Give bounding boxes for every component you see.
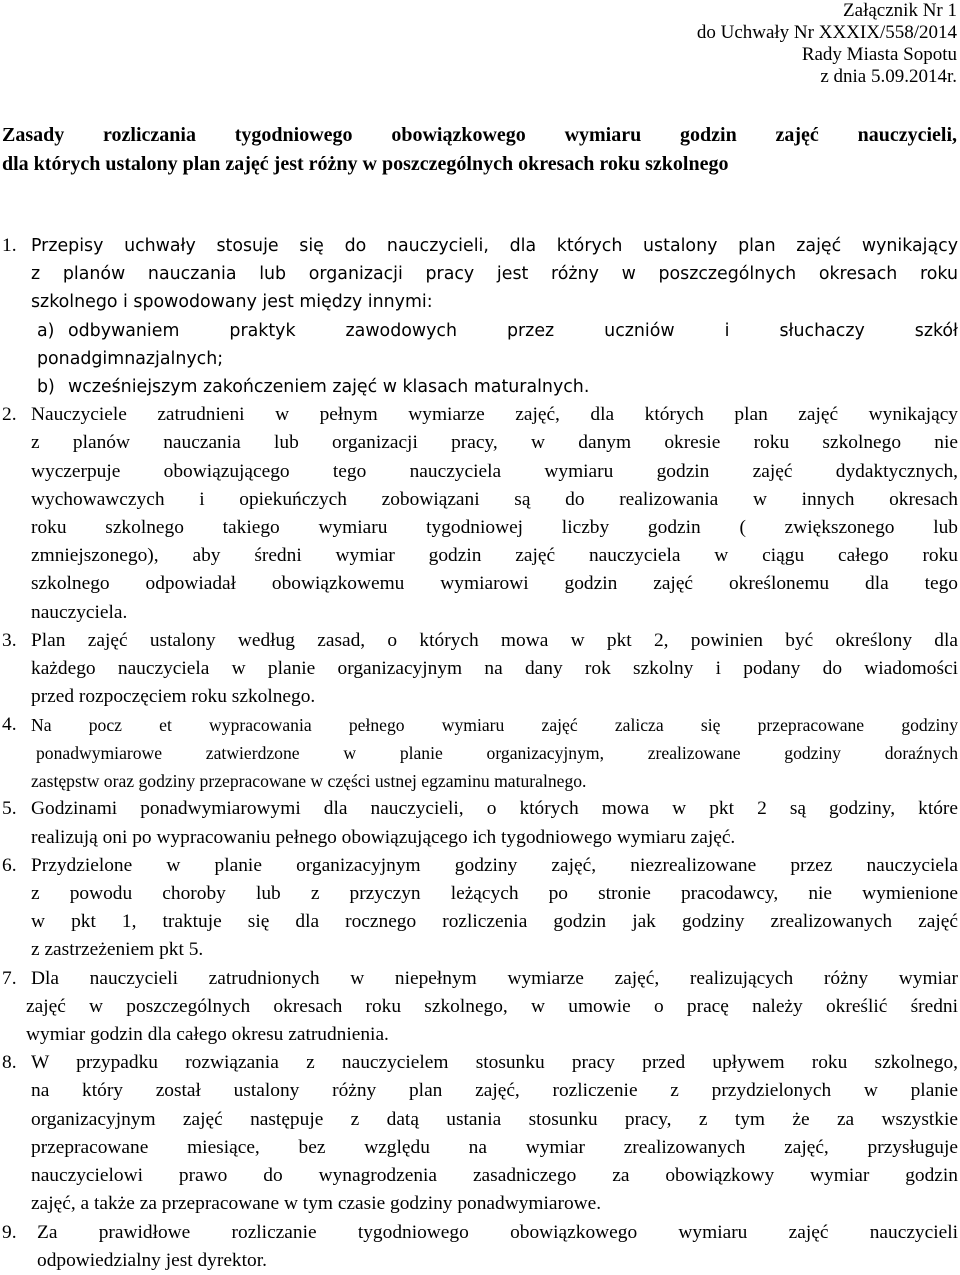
document-body — [0, 232, 958, 1275]
item-line: szkolnego i spowodowany jest między innymi: — [31, 292, 433, 313]
item-line: szkolnego odpowiadał obowiązkowemu wymiarowi godzin zajęć określonemu dla tego — [31, 573, 958, 595]
item-line: zajęć w poszczególnych okresach roku szkolnego, w umowie o pracę należy określić średni — [26, 995, 958, 1017]
attachment-number: Załącznik Nr 1 — [843, 0, 957, 21]
item-line: odpowiedzialny jest dyrektor. — [37, 1249, 267, 1271]
item-line: wyczerpuje obowiązującego tego nauczyciela wymiaru godzin zajęć dydaktycznych, — [31, 460, 958, 482]
item-line: nauczycielowi prawo do wynagrodzenia zasadniczego za obowiązkowy wymiar godzin — [31, 1165, 958, 1187]
item-number: 6. — [2, 854, 17, 876]
resolution-number: do Uchwały Nr XXXIX/558/2014 — [696, 22, 957, 43]
item-line: Plan zajęć ustalony według zasad, o których mowa w pkt 2, powinien być określony dla — [31, 629, 958, 651]
document-title — [2, 121, 957, 179]
item-line: roku szkolnego takiego wymiaru tygodniowej liczby godzin ( zwiększonego lub — [31, 517, 958, 539]
sub-item — [0, 317, 958, 373]
item-number: 2. — [2, 404, 17, 426]
list-item — [0, 627, 958, 712]
list-item — [0, 232, 958, 401]
title-line: Zasady rozliczania tygodniowego obowiązkowego wymiaru godzin zajęć nauczycieli, — [2, 124, 957, 146]
item-line: ponadwymiarowe zatwierdzone w planie organizacyjnym, zrealizowane godziny doraźnych — [36, 743, 958, 764]
item-line: W przypadku rozwiązania z nauczycielem stosunku pracy przed upływem roku szkolnego, — [31, 1052, 958, 1074]
item-line: Nauczyciele zatrudnieni w pełnym wymiarze zajęć, dla których plan zajęć wynikający — [31, 404, 958, 426]
sub-item-line: odbywaniem praktyk zawodowych przez uczniów i słuchaczy szkół — [68, 320, 958, 341]
item-number: 1. — [2, 235, 17, 256]
item-line: przed rozpoczęciem roku szkolnego. — [31, 686, 316, 708]
sub-item-label: a) — [37, 320, 55, 341]
item-number: 5. — [2, 798, 17, 820]
item-number: 4. — [2, 714, 17, 736]
item-line: realizują oni po wypracowaniu pełnego obowiązującego ich tygodniowego wymiaru zajęć. — [31, 826, 736, 848]
item-line: zajęć, a także za przepracowane w tym czasie godziny ponadwymiarowe. — [31, 1193, 602, 1215]
item-number: 3. — [2, 629, 17, 651]
item-line: zastępstw oraz godziny przepracowane w części ustnej egzaminu maturalnego. — [31, 771, 587, 792]
item-line: wychowawczych i opiekuńczych zobowiązani są do realizowania w innych okresach — [31, 488, 958, 510]
title-line: dla których ustalony plan zajęć jest różny w poszczególnych okresach roku szkolnego — [2, 153, 729, 175]
item-line: każdego nauczyciela w planie organizacyjnym na dany rok szkolny i podany do wiadomości — [31, 658, 958, 680]
item-line: Na pocz et wypracowania pełnego wymiaru zajęć zalicza się przepracowane godziny — [31, 715, 958, 736]
item-line: Dla nauczycieli zatrudnionych w niepełnym wymiarze zajęć, realizujących różny wymiar — [31, 967, 958, 989]
item-line: Przydzielone w planie organizacyjnym godziny zajęć, niezrealizowane przez nauczyciela — [31, 854, 958, 876]
item-line: Przepisy uchwały stosuje się do nauczycieli, dla których ustalony plan zajęć wynikający — [31, 236, 958, 256]
list-item — [0, 965, 958, 1050]
list-item — [0, 1049, 958, 1218]
item-line: przepracowane miesiące, bez względu na wymiar zrealizowanych zajęć, przysługuje — [31, 1136, 958, 1158]
item-number: 8. — [2, 1052, 17, 1074]
item-line: nauczyciela. — [31, 601, 128, 623]
item-line: Za prawidłowe rozliczanie tygodniowego obowiązkowego wymiaru zajęć nauczycieli — [37, 1221, 958, 1243]
item-line: na który został ustalony różny plan zajęć, rozliczenie z przydzielonych w planie — [31, 1080, 958, 1102]
item-number: 7. — [2, 967, 17, 989]
list-item — [0, 852, 958, 965]
attachment-header — [697, 0, 957, 88]
item-number: 9. — [2, 1221, 17, 1243]
council-name: Rady Miasta Sopotu — [801, 44, 957, 65]
sub-item — [0, 373, 958, 401]
resolution-date: z dnia 5.09.2014r. — [820, 66, 957, 87]
item-line: organizacyjnym zajęć następuje z datą ustania stosunku pracy, z tym że za wszystkie — [31, 1108, 958, 1130]
item-line: Godzinami ponadwymiarowymi dla nauczycieli, o których mowa w pkt 2 są godziny, które — [31, 798, 958, 820]
sub-item-line: wcześniejszym zakończeniem zajęć w klasach maturalnych. — [68, 377, 590, 398]
list-item — [0, 401, 958, 627]
item-line: z powodu choroby lub z przyczyn leżących po stronie pracodawcy, nie wymienione — [31, 883, 958, 905]
item-line: z zastrzeżeniem pkt 5. — [31, 939, 204, 961]
list-item — [0, 711, 958, 795]
list-item — [0, 1219, 958, 1275]
sub-item-line: ponadgimnazjalnych; — [37, 348, 224, 369]
item-line: wymiar godzin dla całego okresu zatrudnienia. — [26, 1024, 389, 1046]
item-line: w pkt 1, traktuje się dla rocznego rozliczenia godzin jak godziny zrealizowanych zajęć — [31, 911, 958, 933]
item-line: z planów nauczania lub organizacji pracy jest różny w poszczególnych okresach roku — [31, 264, 958, 285]
item-line: zmniejszonego), aby średni wymiar godzin zajęć nauczyciela w ciągu całego roku — [31, 545, 958, 567]
list-item — [0, 795, 958, 851]
sub-item-label: b) — [37, 377, 55, 398]
item-line: z planów nauczania lub organizacji pracy, w danym okresie roku szkolnego nie — [31, 432, 958, 454]
